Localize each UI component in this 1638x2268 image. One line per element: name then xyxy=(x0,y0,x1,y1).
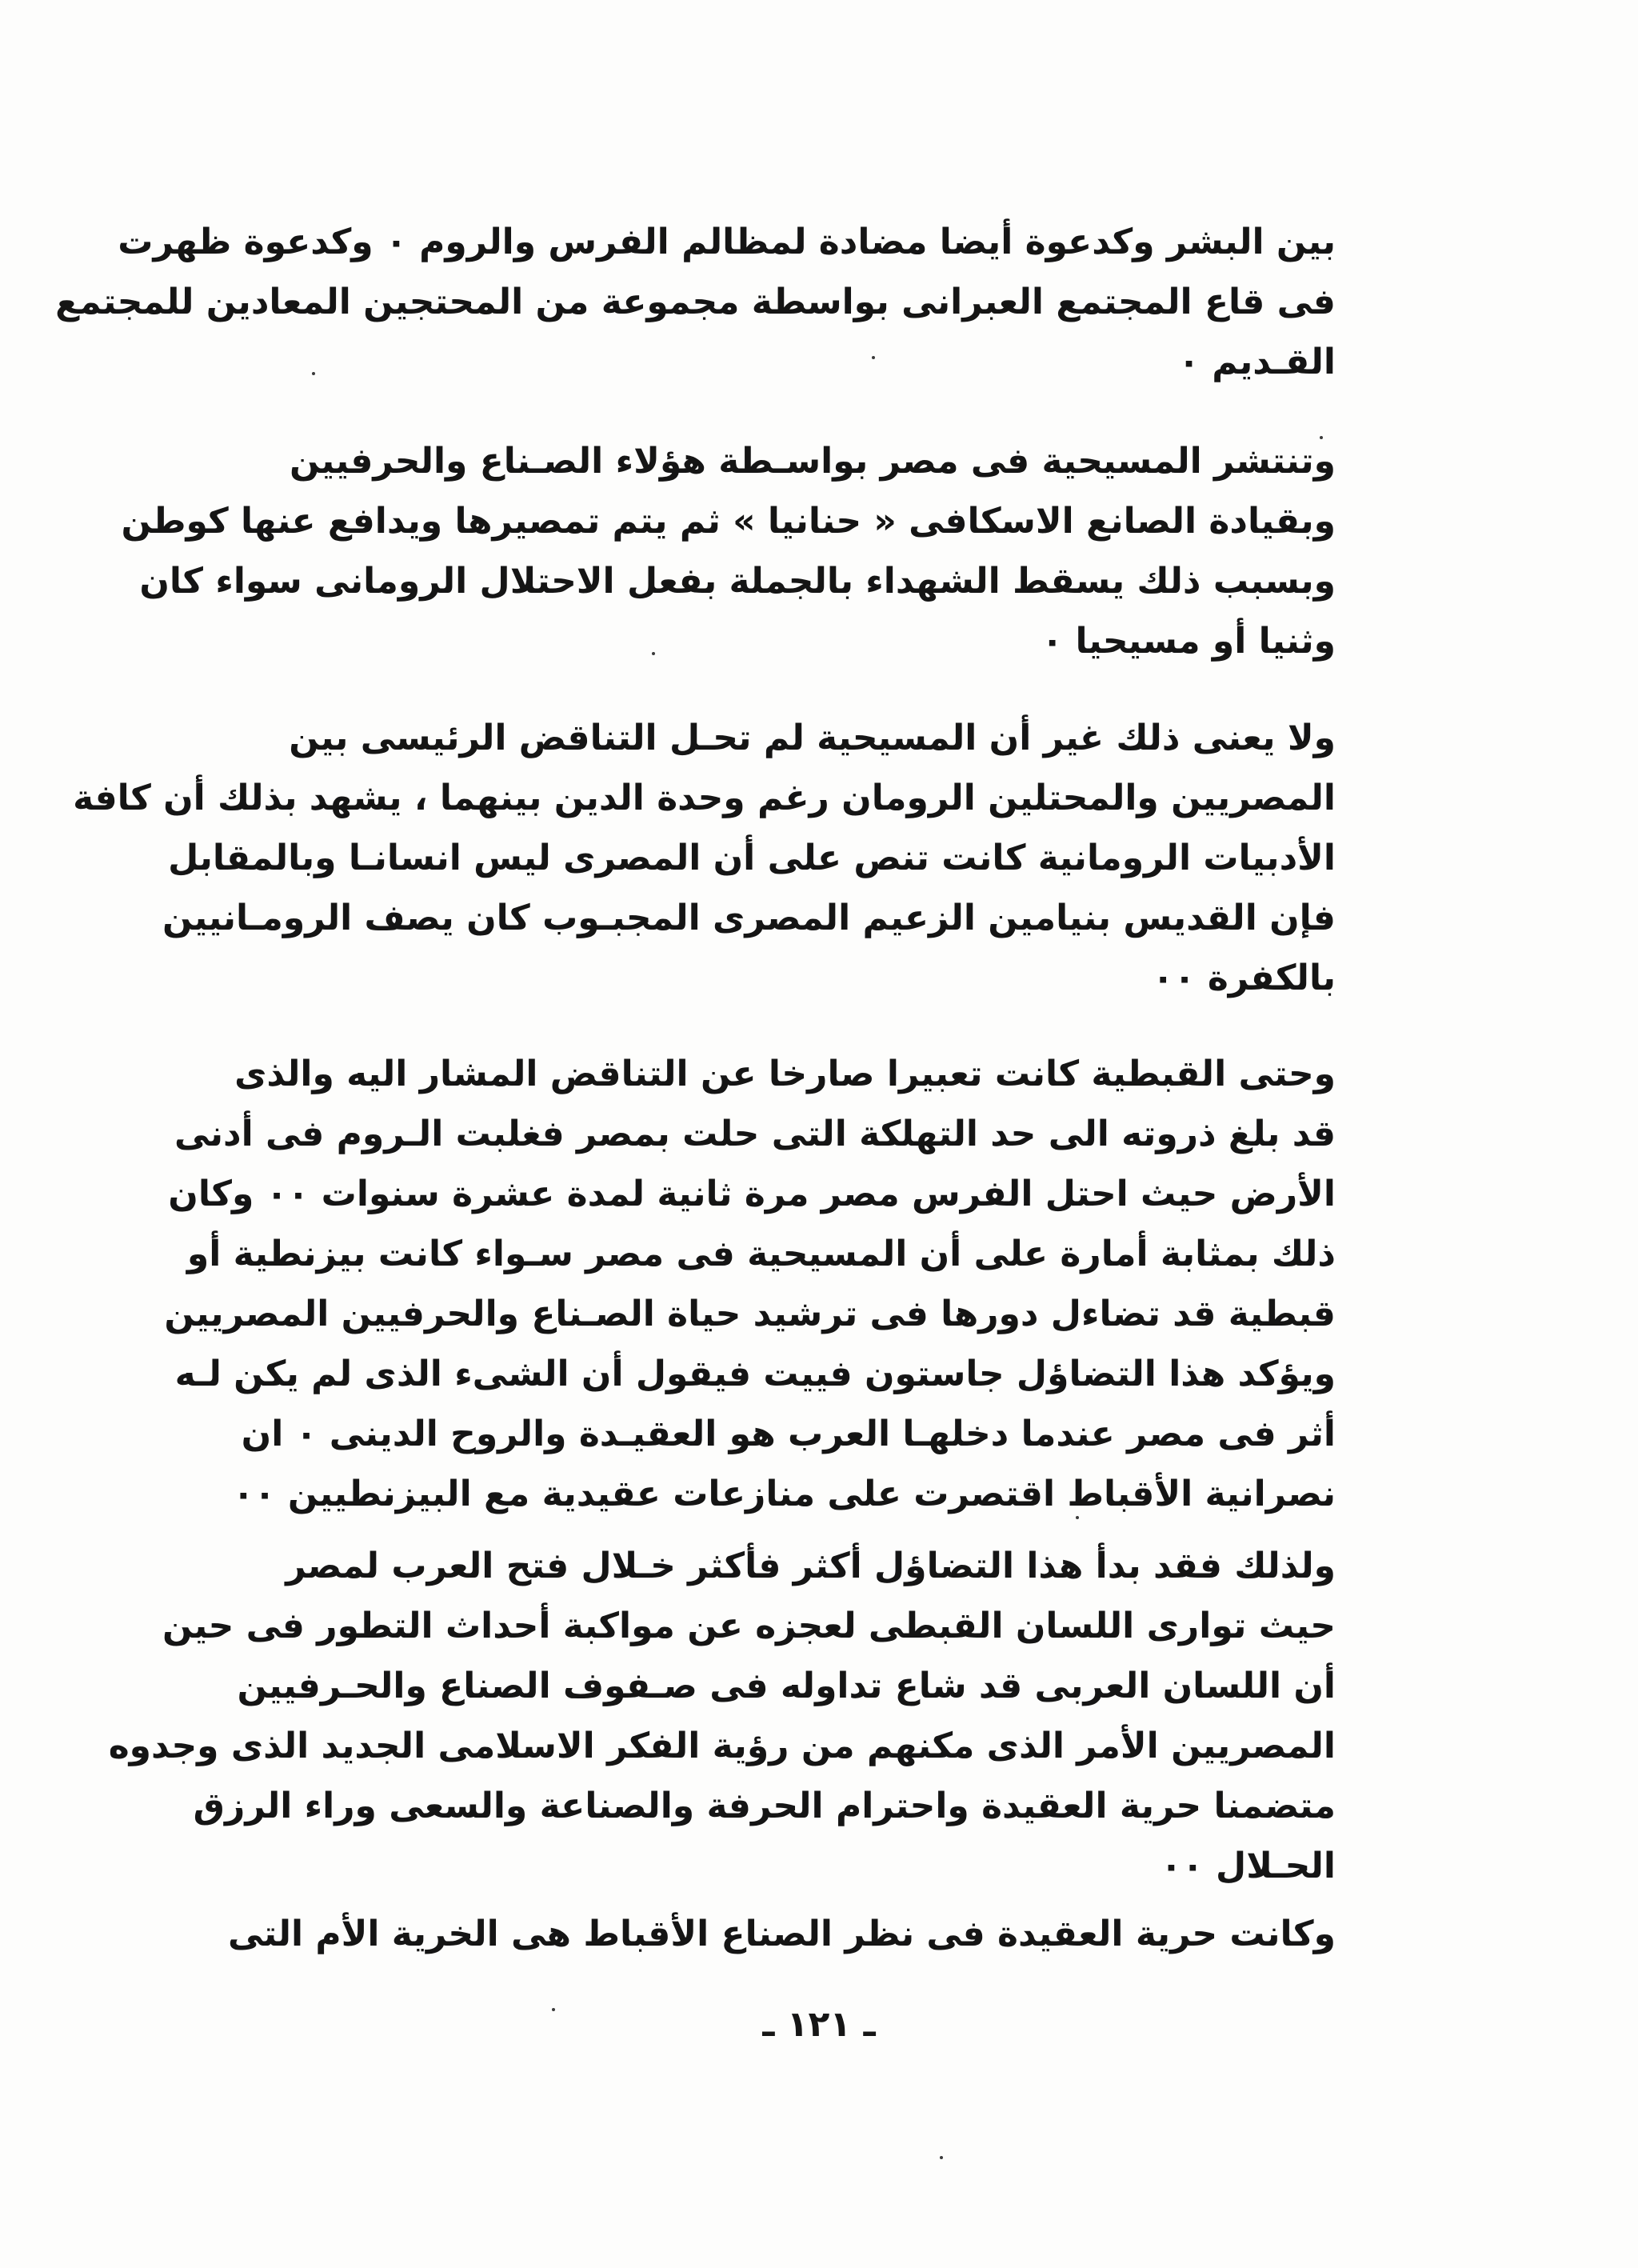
text-line: ولذلك فقد بدأ هذا التضاؤل أكثر فأكثر خـلال فتح العرب لمصر xyxy=(286,1546,1336,1586)
paragraph-6 xyxy=(228,1904,1336,1964)
text-line: قد بلغ ذروته الى حد التهلكة التى حلت بمصر فغلبت الـروم فى أدنى xyxy=(174,1114,1336,1154)
text-line: ذلك بمثابة أمارة على أن المسيحية فى مصر سـواء كانت بيزنطية أو xyxy=(186,1234,1336,1274)
paragraph-1 xyxy=(55,212,1336,392)
text-line: نصرانية الأقباط اقتصرت على منازعات عقيدية مع البيزنطيين ٠٠ xyxy=(232,1474,1336,1514)
text-line: المصريين الأمر الذى مكنهم من رؤية الفكر الاسلامى الجديد الذى وجدوه xyxy=(108,1726,1336,1766)
text-line: الأدبيات الرومانية كانت تنص على أن المصرى ليس انسانـا وبالمقابل xyxy=(168,838,1336,878)
text-line: بين البشر وكدعوة أيضا مضادة لمظالم الفرس والروم ٠ وكدعوة ظهرت xyxy=(118,222,1336,262)
paragraph-4 xyxy=(164,1044,1336,1524)
text-line: وبقيادة الصانع الاسكافى « حنانيا » ثم يتم تمصيرها ويدافع عنها كوطن xyxy=(121,501,1336,542)
text-line: حيث توارى اللسان القبطى لعجزه عن مواكبة أحداث التطور فى حين xyxy=(162,1606,1336,1646)
text-line: الأرض حيث احتل الفرس مصر مرة ثانية لمدة عشرة سنوات ٠٠ وكان xyxy=(168,1174,1336,1214)
scan-speck xyxy=(552,2008,555,2011)
scan-speck xyxy=(652,652,655,655)
paragraph-2 xyxy=(121,431,1336,671)
text-line: القـديم ٠ xyxy=(1178,342,1336,382)
paragraph-3 xyxy=(73,708,1336,1008)
text-line: المصريين والمحتلين الرومان رغم وحدة الدين بينهما ، يشهد بذلك أن كافة xyxy=(73,778,1336,818)
text-line: أثر فى مصر عندما دخلهـا العرب هو العقيـدة والروح الدينى ٠ ان xyxy=(241,1414,1336,1454)
text-line: وتنتشر المسيحية فى مصر بواسـطة هؤلاء الصـناع والحرفيين xyxy=(290,441,1336,482)
text-line: فى قاع المجتمع العبرانى بواسطة مجموعة من المحتجين المعادين للمجتمع xyxy=(55,282,1336,322)
text-line: بالكفرة ٠٠ xyxy=(1152,958,1336,998)
text-line: الحـلال ٠٠ xyxy=(1161,1846,1336,1886)
text-line: فإن القديس بنيامين الزعيم المصرى المجبـوب كان يصف الرومـانيين xyxy=(162,898,1336,938)
text-line: وحتى القبطية كانت تعبيرا صارخا عن التناقض المشار اليه والذى xyxy=(234,1054,1336,1094)
paragraph-5 xyxy=(108,1536,1336,1896)
text-line: وثنيا أو مسيحيا ٠ xyxy=(1041,621,1336,662)
text-line: ولا يعنى ذلك غير أن المسيحية لم تحـل التناقض الرئيسى بين xyxy=(289,718,1336,758)
page-number: ـ ١٢١ ـ xyxy=(762,2004,876,2045)
text-line: وكانت حرية العقيدة فى نظر الصناع الأقباط هى الخرية الأم التى xyxy=(228,1914,1336,1954)
scan-speck xyxy=(1076,1516,1079,1519)
text-line: ويؤكد هذا التضاؤل جاستون فييت فيقول أن الشىء الذى لم يكن لـه xyxy=(174,1354,1336,1394)
text-line: وبسبب ذلك يسقط الشهداء بالجملة بفعل الاحتلال الرومانى سواء كان xyxy=(139,561,1336,602)
text-line: أن اللسان العربى قد شاع تداوله فى صـفوف الصناع والحـرفيين xyxy=(237,1666,1336,1706)
text-line: متضمنا حرية العقيدة واحترام الحرفة والصناعة والسعى وراء الرزق xyxy=(193,1786,1336,1826)
scan-speck xyxy=(940,2156,943,2159)
text-line: قبطية قد تضاءل دورها فى ترشيد حياة الصـناع والحرفيين المصريين xyxy=(164,1294,1336,1334)
scan-speck xyxy=(872,356,875,359)
scan-speck xyxy=(312,372,315,375)
scan-speck xyxy=(1320,436,1323,439)
